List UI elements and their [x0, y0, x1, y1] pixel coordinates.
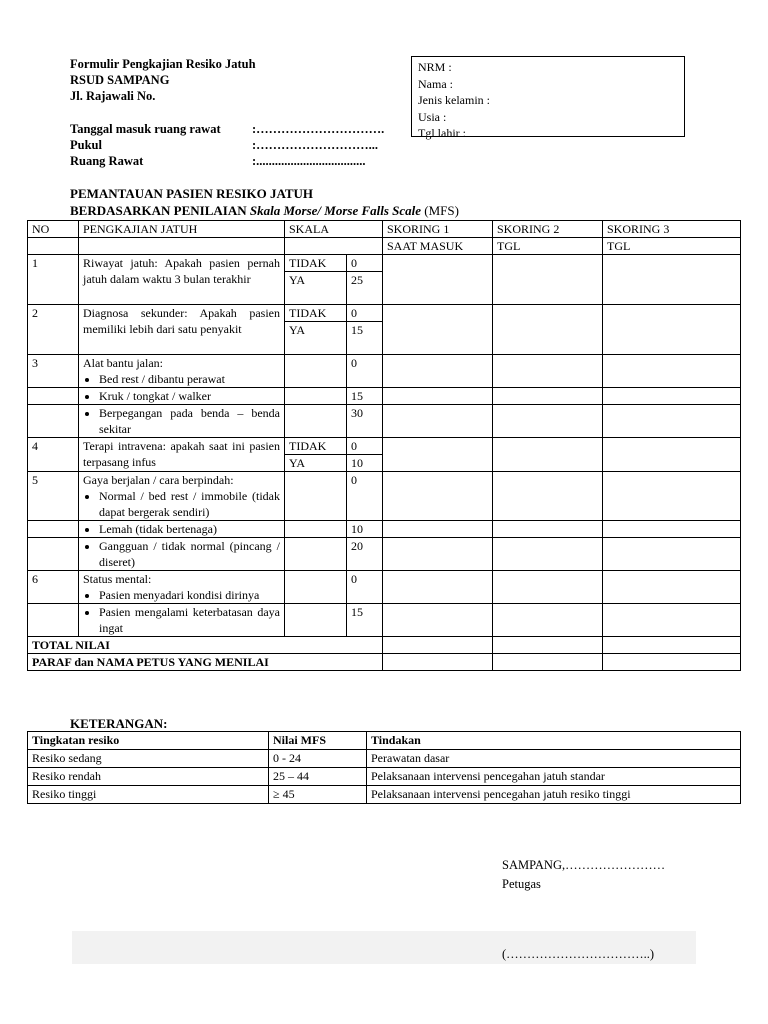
item-5a-score1-cell[interactable] [383, 472, 493, 521]
total-score1-cell[interactable] [383, 637, 493, 654]
sex-field[interactable]: Jenis kelamin : [418, 93, 490, 107]
item-4-option-ya: YA [285, 455, 347, 472]
patient-identity-box[interactable] [411, 56, 685, 140]
item-5-value-3: 20 [347, 538, 383, 571]
item-5-value-2: 10 [347, 521, 383, 538]
item-6-no: 6 [28, 571, 79, 604]
signature-place-date[interactable]: SAMPANG,…………………… [502, 858, 666, 872]
item-3c-score3-cell[interactable] [603, 405, 741, 438]
item-2-value-ya: 15 [347, 322, 383, 355]
keterangan-table [27, 731, 741, 804]
item-6b-score2-cell[interactable] [493, 604, 603, 637]
item-5b-score2-cell[interactable] [493, 521, 603, 538]
section-title-prefix: BERDASARKAN PENILAIAN [70, 203, 247, 218]
ward-field[interactable]: :................................... [252, 154, 366, 168]
ket-header-action: Tindakan [367, 732, 741, 750]
item-5-title: Gaya berjalan / cara berpindah: [83, 473, 234, 487]
item-2-no: 2 [28, 305, 79, 355]
keterangan-title: KETERANGAN: [70, 716, 168, 731]
item-5c-score2-cell[interactable] [493, 538, 603, 571]
admission-info [70, 121, 384, 169]
item-5c-score3-cell[interactable] [603, 538, 741, 571]
item-3b-score1-cell[interactable] [383, 388, 493, 405]
item-6a-score1-cell[interactable] [383, 571, 493, 604]
section-title-suffix: (MFS) [424, 203, 459, 218]
item-5-option-2: • Lemah (tidak bertenaga) [99, 521, 280, 537]
paraf-label: PARAF dan NAMA PETUS YANG MENILAI [28, 654, 383, 671]
dob-field[interactable]: Tgl lahir : [418, 126, 466, 140]
item-3-value-3: 30 [347, 405, 383, 438]
paraf-score1-cell[interactable] [383, 654, 493, 671]
item-3a-score2-cell[interactable] [493, 355, 603, 388]
section-title-line2 [70, 202, 459, 219]
item-6-title: Status mental: [83, 572, 152, 586]
item-1-no: 1 [28, 255, 79, 305]
item-3-title: Alat bantu jalan: [83, 356, 163, 370]
signature-block [502, 856, 665, 894]
item-3-options [79, 355, 285, 388]
item-4-no: 4 [28, 438, 79, 472]
item-6-value-2: 15 [347, 604, 383, 637]
col-score1-header: SKORING 1 [383, 221, 493, 238]
col-assessment-header: PENGKAJIAN JATUH [79, 221, 285, 238]
item-6a-score3-cell[interactable] [603, 571, 741, 604]
item-4-option-tidak: TIDAK [285, 438, 347, 455]
ket-header-level: Tingkatan resiko [28, 732, 269, 750]
section-title [70, 185, 459, 219]
admission-date-label: Tanggal masuk ruang rawat [70, 122, 221, 136]
item-5b-score1-cell[interactable] [383, 521, 493, 538]
item-4-value-ya: 10 [347, 455, 383, 472]
item-2-score2-cell[interactable] [493, 305, 603, 355]
item-1-option-tidak: TIDAK [285, 255, 347, 272]
item-1-text: Riwayat jatuh: Apakah pasien pernah jatuh dalam waktu 3 bulan terakhir [79, 255, 285, 305]
item-1-score3-cell[interactable] [603, 255, 741, 305]
ket-row-level: Resiko sedang [28, 750, 269, 768]
item-2-text: Diagnosa sekunder: Apakah pasien memiliki lebih dari satu penyakit [79, 305, 285, 355]
ket-row-action: Pelaksanaan intervensi pencegahan jatuh standar [367, 768, 741, 786]
item-5-option-1: • Normal / bed rest / immobile (tidak dapat bergerak sendiri) [99, 488, 280, 520]
item-2-value-tidak: 0 [347, 305, 383, 322]
col-scale-header: SKALA [285, 221, 383, 238]
item-4-score3-cell[interactable] [603, 438, 741, 472]
item-6a-score2-cell[interactable] [493, 571, 603, 604]
item-5c-score1-cell[interactable] [383, 538, 493, 571]
item-3c-score1-cell[interactable] [383, 405, 493, 438]
total-score2-cell[interactable] [493, 637, 603, 654]
item-3b-score2-cell[interactable] [493, 388, 603, 405]
item-3-option-1: • Bed rest / dibantu perawat [99, 371, 280, 387]
paraf-score3-cell[interactable] [603, 654, 741, 671]
ket-row-action: Perawatan dasar [367, 750, 741, 768]
item-3-no: 3 [28, 355, 79, 388]
item-1-score2-cell[interactable] [493, 255, 603, 305]
signature-name-line[interactable]: (……………………………..) [502, 947, 655, 961]
item-6b-score1-cell[interactable] [383, 604, 493, 637]
hospital-address: Jl. Rajawali No. [70, 89, 156, 103]
age-field[interactable]: Usia : [418, 109, 447, 124]
item-1-value-ya: 25 [347, 272, 383, 305]
section-title-line1: PEMANTAUAN PASIEN RESIKO JATUH [70, 186, 314, 201]
admission-time-field[interactable]: :………………………... [252, 138, 379, 152]
ket-row-mfs: 0 - 24 [269, 750, 367, 768]
item-6-value-1: 0 [347, 571, 383, 604]
signature-role: Petugas [502, 877, 541, 891]
hospital-name: RSUD SAMPANG [70, 73, 170, 87]
admission-date-field[interactable]: :…………………………. [252, 122, 385, 136]
ket-row-mfs: ≥ 45 [269, 786, 367, 804]
col-no-header: NO [28, 221, 79, 238]
name-field[interactable]: Nama : [418, 76, 453, 91]
item-6b-score3-cell[interactable] [603, 604, 741, 637]
item-4-value-tidak: 0 [347, 438, 383, 455]
score3-subheader: TGL [603, 238, 741, 255]
item-4-text: Terapi intravena: apakah saat ini pasien terpasang infus [79, 438, 285, 472]
score1-subheader: SAAT MASUK [383, 238, 493, 255]
item-1-score1-cell[interactable] [383, 255, 493, 305]
admission-time-label: Pukul [70, 138, 102, 152]
item-1-option-ya: YA [285, 272, 347, 305]
item-3b-score3-cell[interactable] [603, 388, 741, 405]
item-5-value-1: 0 [347, 472, 383, 521]
col-score2-header: SKORING 2 [493, 221, 603, 238]
mfs-table [27, 220, 741, 671]
item-5a-score3-cell[interactable] [603, 472, 741, 521]
item-2-option-ya: YA [285, 322, 347, 355]
col-score3-header: SKORING 3 [603, 221, 741, 238]
item-3-option-2: • Kruk / tongkat / walker [99, 388, 280, 404]
item-3c-score2-cell[interactable] [493, 405, 603, 438]
nrm-field[interactable]: NRM : [418, 60, 452, 74]
item-3-value-1: 0 [347, 355, 383, 388]
item-3-option-3: • Berpegangan pada benda – benda sekitar [99, 405, 280, 437]
item-6-option-2: • Pasien mengalami keterbatasan daya ingat [99, 604, 280, 636]
item-4-score2-cell[interactable] [493, 438, 603, 472]
item-2-option-tidak: TIDAK [285, 305, 347, 322]
section-title-scale: Skala Morse/ Morse Falls Scale [249, 203, 422, 218]
ket-row-level: Resiko tinggi [28, 786, 269, 804]
ket-header-mfs: Nilai MFS [269, 732, 367, 750]
item-1-value-tidak: 0 [347, 255, 383, 272]
form-header [70, 56, 256, 104]
total-label: TOTAL NILAI [28, 637, 383, 654]
item-3-value-2: 15 [347, 388, 383, 405]
item-5-no: 5 [28, 472, 79, 521]
ket-row-mfs: 25 – 44 [269, 768, 367, 786]
score2-subheader: TGL [493, 238, 603, 255]
paraf-score2-cell[interactable] [493, 654, 603, 671]
item-4-score1-cell[interactable] [383, 438, 493, 472]
item-3a-score3-cell[interactable] [603, 355, 741, 388]
item-2-score1-cell[interactable] [383, 305, 493, 355]
item-5a-score2-cell[interactable] [493, 472, 603, 521]
ward-label: Ruang Rawat [70, 154, 144, 168]
item-5b-score3-cell[interactable] [603, 521, 741, 538]
ket-row-level: Resiko rendah [28, 768, 269, 786]
total-score3-cell[interactable] [603, 637, 741, 654]
item-5-option-3: • Gangguan / tidak normal (pincang / diseret) [99, 538, 280, 570]
form-title: Formulir Pengkajian Resiko Jatuh [70, 57, 256, 71]
ket-row-action: Pelaksanaan intervensi pencegahan jatuh resiko tinggi [367, 786, 741, 804]
item-3a-score1-cell[interactable] [383, 355, 493, 388]
item-2-score3-cell[interactable] [603, 305, 741, 355]
item-6-option-1: • Pasien menyadari kondisi dirinya [99, 587, 280, 603]
